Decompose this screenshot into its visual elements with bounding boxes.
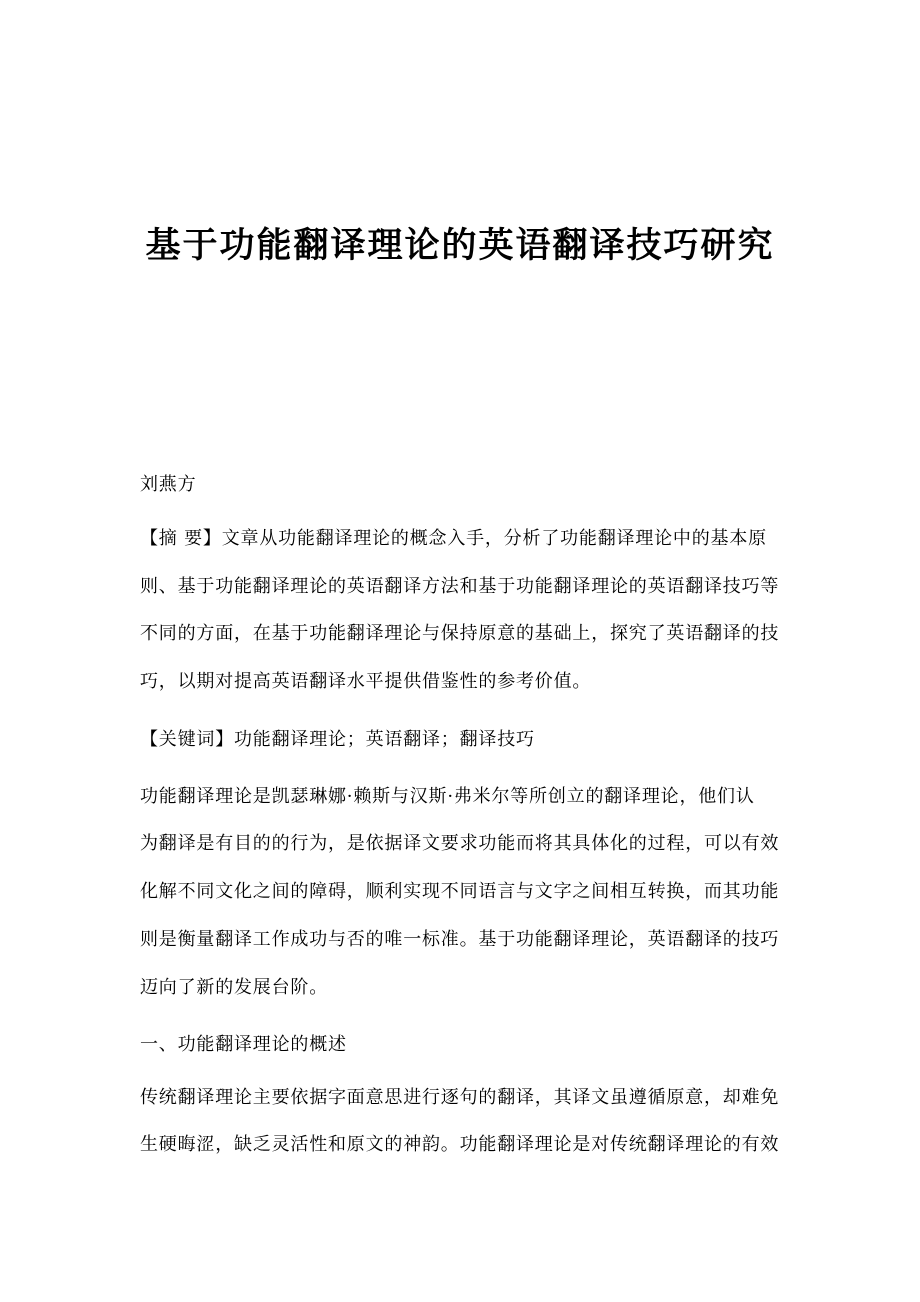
document-title: 基于功能翻译理论的英语翻译技巧研究 xyxy=(145,225,775,266)
abstract-line: 不同的方面，在基于功能翻译理论与保持原意的基础上，探究了英语翻译的技 xyxy=(140,623,780,644)
abstract-line: 【摘 要】文章从功能翻译理论的概念入手，分析了功能翻译理论中的基本原 xyxy=(140,528,767,549)
abstract-line: 巧，以期对提高英语翻译水平提供借鉴性的参考价值。 xyxy=(140,671,592,692)
paragraph-line: 化解不同文化之间的障碍，顺利实现不同语言与文字之间相互转换，而其功能 xyxy=(140,881,780,902)
author: 刘燕方 xyxy=(140,474,197,495)
section-heading: 一、功能翻译理论的概述 xyxy=(140,1034,347,1055)
paragraph-line: 功能翻译理论是凯瑟琳娜·赖斯与汉斯·弗米尔等所创立的翻译理论，他们认 xyxy=(140,786,755,807)
paragraph-line: 为翻译是有目的的行为，是依据译文要求功能而将其具体化的过程，可以有效 xyxy=(140,833,780,854)
paragraph-line: 生硬晦涩，缺乏灵活性和原文的神韵。功能翻译理论是对传统翻译理论的有效 xyxy=(140,1134,780,1155)
paragraph-line: 迈向了新的发展台阶。 xyxy=(140,977,328,998)
paragraph-line: 传统翻译理论主要依据字面意思进行逐句的翻译，其译文虽遵循原意，却难免 xyxy=(140,1087,780,1108)
paragraph-line: 则是衡量翻译工作成功与否的唯一标准。基于功能翻译理论，英语翻译的技巧 xyxy=(140,929,780,950)
abstract-line: 则、基于功能翻译理论的英语翻译方法和基于功能翻译理论的英语翻译技巧等 xyxy=(140,576,780,597)
keywords: 【关键词】功能翻译理论；英语翻译；翻译技巧 xyxy=(140,729,535,750)
